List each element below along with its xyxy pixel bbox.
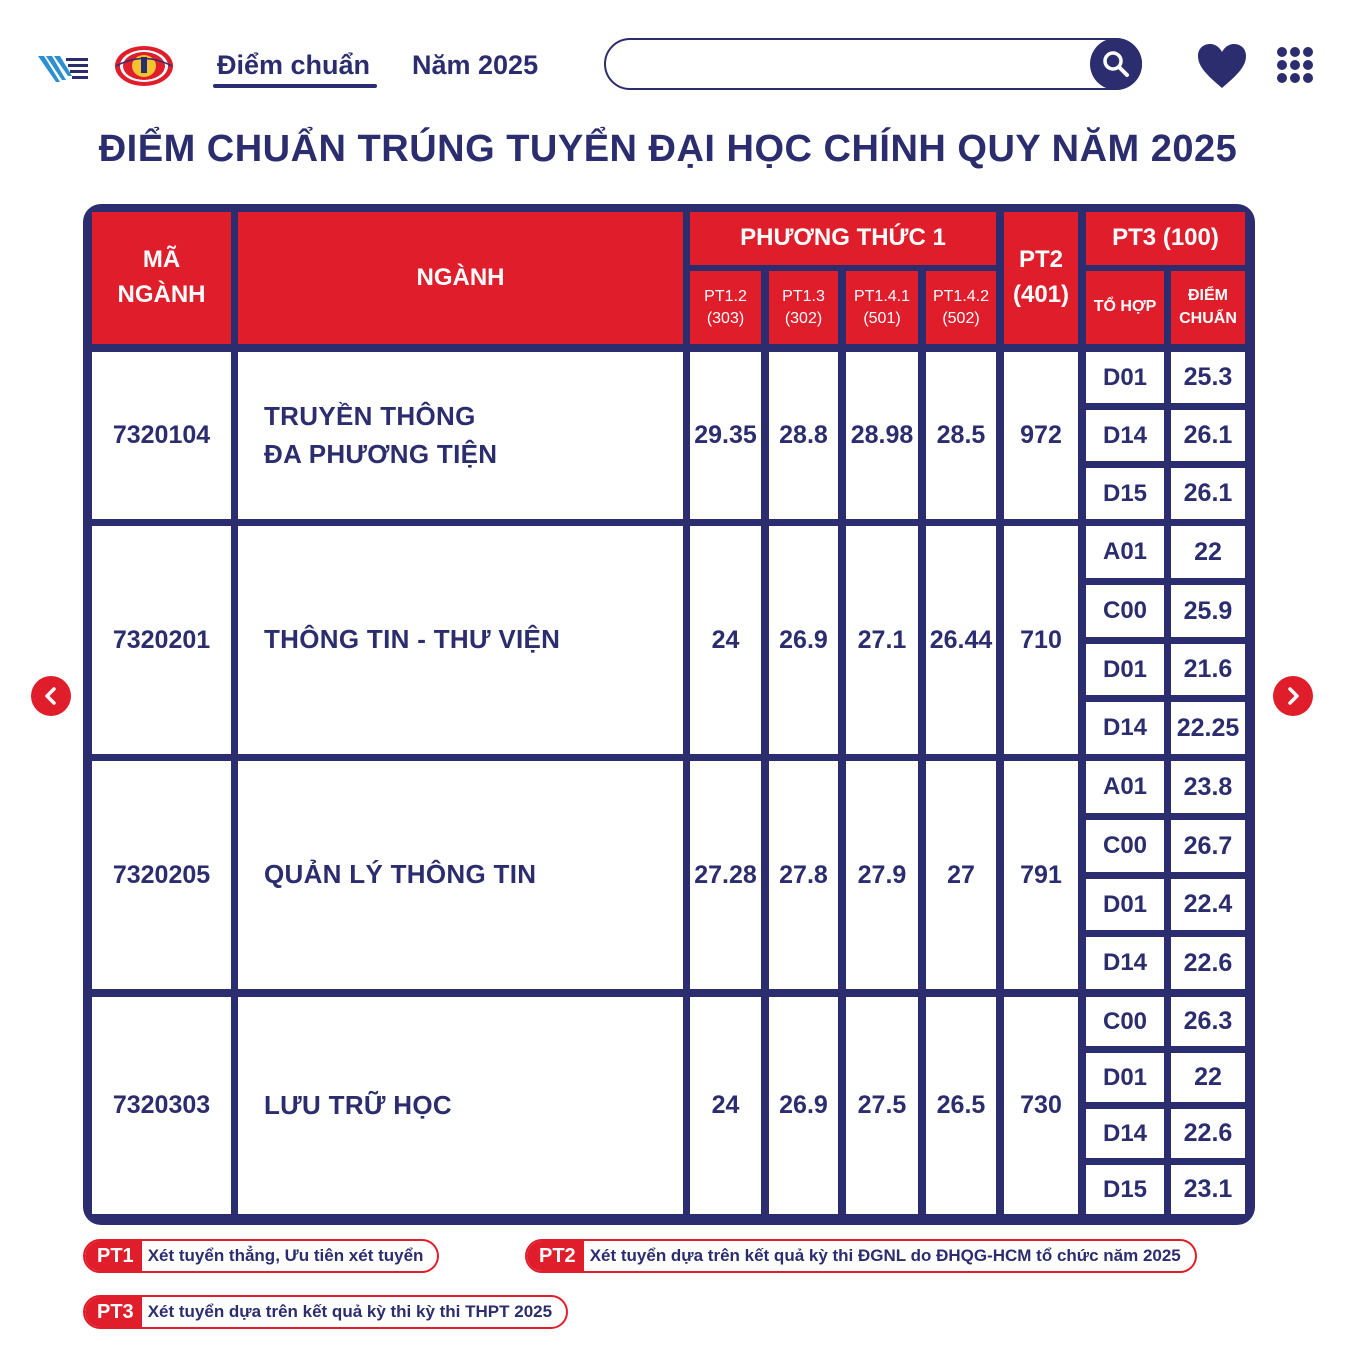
major-name: THÔNG TIN - THƯ VIỆN [238, 526, 683, 754]
legend-pt2 [525, 1239, 1197, 1273]
pt3-score: 22.6 [1171, 1109, 1245, 1158]
header-pt2: PT2 (401) [1004, 212, 1078, 344]
pt3-score: 26.1 [1171, 468, 1245, 519]
search-icon [1101, 49, 1131, 79]
page-title: ĐIỂM CHUẨN TRÚNG TUYỂN ĐẠI HỌC CHÍNH QUY NĂM 2025 [98, 128, 1238, 170]
legend-tag: PT1 [85, 1241, 142, 1271]
pt3-combo: D14 [1086, 702, 1164, 754]
chevron-right-icon [1283, 686, 1303, 706]
pt2-score: 972 [1004, 352, 1078, 519]
pt3-score: 22.4 [1171, 879, 1245, 930]
pt1-score: 27.9 [846, 761, 918, 989]
pt1-score: 28.98 [846, 352, 918, 519]
pt3-score: 23.1 [1171, 1165, 1245, 1214]
pt1-score: 26.9 [769, 997, 838, 1214]
pt3-score: 22 [1171, 526, 1245, 578]
pt2-score: 791 [1004, 761, 1078, 989]
pt1-score: 24 [690, 997, 761, 1214]
header-pt1-sub: PT1.4.1 (501) [846, 271, 918, 344]
major-code: 7320205 [92, 761, 231, 989]
pt1-score: 27 [926, 761, 996, 989]
pt3-score: 26.1 [1171, 410, 1245, 461]
header-major: NGÀNH [238, 212, 683, 344]
header-pt3-combo: TỔ HỢP [1086, 271, 1164, 344]
pt3-combo: D14 [1086, 1109, 1164, 1158]
header-pt1-sub: PT1.4.2 (502) [926, 271, 996, 344]
header-pt1-sub: PT1.3 (302) [769, 271, 838, 344]
pt3-score: 25.3 [1171, 352, 1245, 403]
pt1-score: 26.5 [926, 997, 996, 1214]
prev-arrow-button[interactable] [31, 676, 71, 716]
pt3-combo: D15 [1086, 1165, 1164, 1214]
pt3-combo: C00 [1086, 820, 1164, 872]
nav-year-selector[interactable]: Năm 2025 [412, 50, 539, 80]
chevron-left-icon [41, 686, 61, 706]
legend-pt3 [83, 1295, 568, 1329]
pt3-combo: D01 [1086, 879, 1164, 930]
pt1-score: 27.5 [846, 997, 918, 1214]
legend-pt1 [83, 1239, 439, 1273]
header-pt1-sub: PT1.2 (303) [690, 271, 761, 344]
pt3-score: 23.8 [1171, 761, 1245, 813]
major-code: 7320104 [92, 352, 231, 519]
search-input[interactable] [620, 48, 1080, 80]
pt1-score: 27.8 [769, 761, 838, 989]
pt3-combo: C00 [1086, 997, 1164, 1046]
pt1-score: 28.8 [769, 352, 838, 519]
pt3-combo: D01 [1086, 644, 1164, 695]
pt3-score: 25.9 [1171, 585, 1245, 637]
header-pt3-score: ĐIỂM CHUẨN [1171, 271, 1245, 344]
legend-tag: PT2 [527, 1241, 584, 1271]
major-code: 7320201 [92, 526, 231, 754]
pt3-combo: D01 [1086, 352, 1164, 403]
next-arrow-button[interactable] [1273, 676, 1313, 716]
pt2-score: 730 [1004, 997, 1078, 1214]
header-code: MÃ NGÀNH [92, 212, 231, 344]
legend-text: Xét tuyển dựa trên kết quả kỳ thi ĐGNL do ĐHQG-HCM tổ chức năm 2025 [589, 1246, 1181, 1265]
active-tab-underline [213, 84, 377, 88]
pt3-score: 22.6 [1171, 937, 1245, 989]
legend-tag: PT3 [85, 1297, 142, 1327]
major-name: TRUYỀN THÔNG ĐA PHƯƠNG TIỆN [238, 352, 683, 519]
pt3-combo: D01 [1086, 1053, 1164, 1102]
pt1-score: 26.9 [769, 526, 838, 754]
pt3-score: 26.3 [1171, 997, 1245, 1046]
pt3-score: 22.25 [1171, 702, 1245, 754]
pt3-score: 26.7 [1171, 820, 1245, 872]
major-name: QUẢN LÝ THÔNG TIN [238, 761, 683, 989]
pt3-combo: A01 [1086, 526, 1164, 578]
pt2-score: 710 [1004, 526, 1078, 754]
pt1-score: 28.5 [926, 352, 996, 519]
major-code: 7320303 [92, 997, 231, 1214]
legend-text: Xét tuyển thẳng, Ưu tiên xét tuyển [147, 1246, 424, 1265]
pt3-score: 21.6 [1171, 644, 1245, 695]
pt3-combo: C00 [1086, 585, 1164, 637]
pt3-combo: A01 [1086, 761, 1164, 813]
pt1-score: 27.1 [846, 526, 918, 754]
header-pt1: PHƯƠNG THỨC 1 [690, 212, 996, 265]
app-grid-icon[interactable] [1276, 46, 1314, 84]
header-pt3: PT3 (100) [1086, 212, 1245, 265]
search-button[interactable] [1090, 38, 1142, 90]
pt3-combo: D15 [1086, 468, 1164, 519]
pt1-score: 24 [690, 526, 761, 754]
pt3-combo: D14 [1086, 937, 1164, 989]
heart-icon[interactable] [1196, 42, 1248, 90]
pt1-score: 26.44 [926, 526, 996, 754]
ministry-logo-icon[interactable] [36, 52, 90, 86]
pt1-score: 27.28 [690, 761, 761, 989]
pt1-score: 29.35 [690, 352, 761, 519]
nav-tab-diem-chuan[interactable]: Điểm chuẩn [217, 50, 371, 80]
school-seal-icon[interactable] [114, 45, 174, 87]
major-name: LƯU TRỮ HỌC [238, 997, 683, 1214]
legend-text: Xét tuyển dựa trên kết quả kỳ thi kỳ thi THPT 2025 [147, 1302, 553, 1321]
search-bar [604, 38, 1142, 90]
pt3-combo: D14 [1086, 410, 1164, 461]
pt3-score: 22 [1171, 1053, 1245, 1102]
